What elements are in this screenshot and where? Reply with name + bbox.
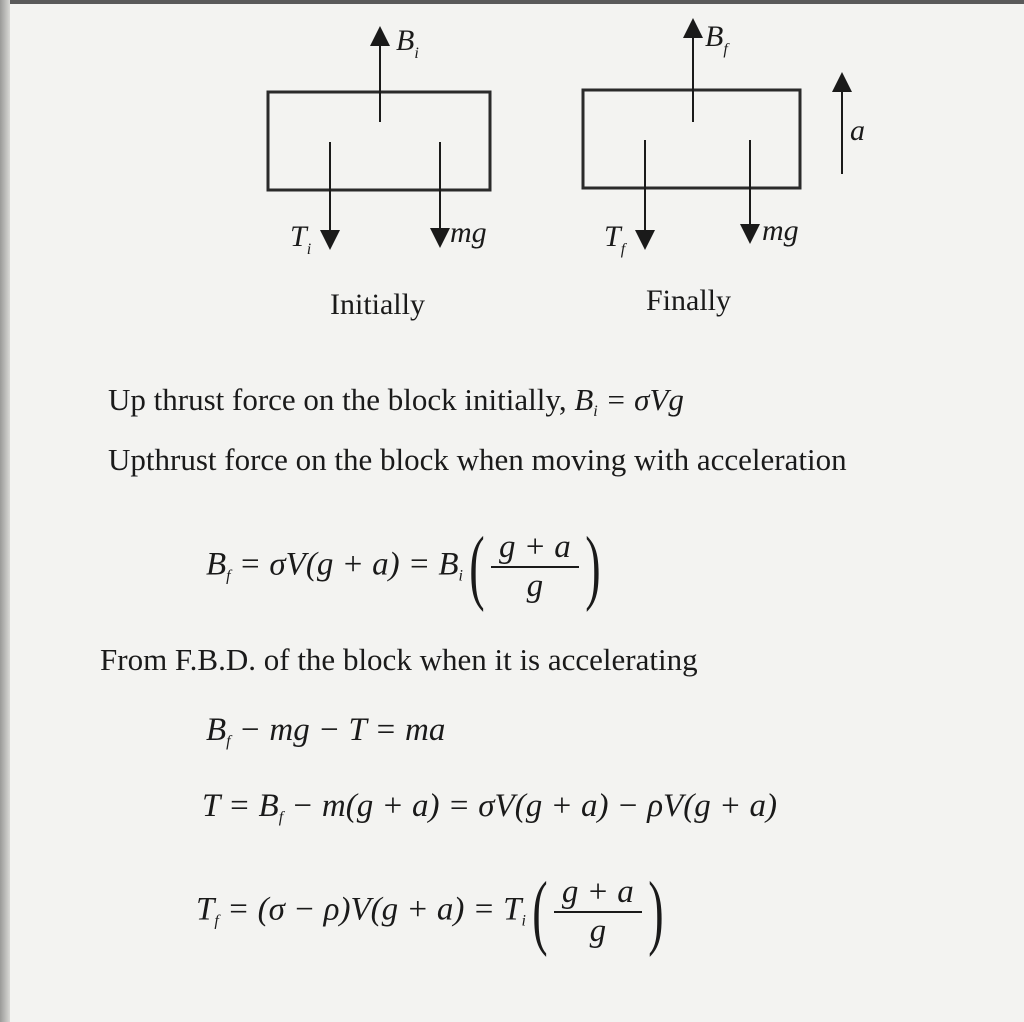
right-paren: ) <box>647 865 664 958</box>
equation-final-tension: $T_f = (\sigma - \rho)V(g + a) = T_i$( $\frac{g + a}{g}$ ) <box>196 865 664 958</box>
equation-tension: $T = B_f - m(g + a) = \sigma V(g + a) - \rho V(g + a)$ <box>202 788 777 826</box>
initial-upthrust-equation: $B_i = \sigma Vg$ <box>574 382 684 420</box>
final-caption: Finally <box>646 284 732 317</box>
text-line-accelerating-upthrust: Upthrust force on the block when moving with acceleration <box>108 442 847 477</box>
initial-upthrust-sentence: Up thrust force on the block initially, <box>108 382 567 417</box>
final-tension-label: $T_f$ <box>604 220 626 258</box>
initial-diagram <box>268 24 490 321</box>
left-paren: ( <box>469 520 485 613</box>
final-diagram <box>583 20 800 317</box>
text-line-initial-upthrust <box>108 382 684 421</box>
final-block <box>583 90 800 188</box>
initial-weight-label: mg <box>450 216 487 249</box>
final-buoyancy-label: $B_f$ <box>705 20 728 58</box>
fraction: $\frac{g + a}{g}$ <box>491 529 579 605</box>
free-body-diagrams <box>0 0 1024 340</box>
left-paren: ( <box>532 865 548 958</box>
equation-final-buoyancy: $B_f = \sigma V(g + a) = B_i$( $\frac{g + a}{g}$ ) <box>206 520 601 613</box>
initial-tension-label: $T_i$ <box>290 220 312 258</box>
final-weight-label: mg <box>762 214 799 247</box>
text-line-fbd-accelerating: From F.B.D. of the block when it is accelerating <box>100 642 698 677</box>
acceleration-indicator <box>842 82 865 174</box>
equation-newton-second-law: $B_f$ − mg − T = ma <box>206 712 446 750</box>
initial-caption: Initially <box>330 288 425 321</box>
initial-buoyancy-label: $B_i$ <box>396 24 419 62</box>
fraction: $\frac{g + a}{g}$ <box>554 874 642 950</box>
acceleration-label: a <box>850 114 865 147</box>
right-paren: ) <box>585 520 601 613</box>
